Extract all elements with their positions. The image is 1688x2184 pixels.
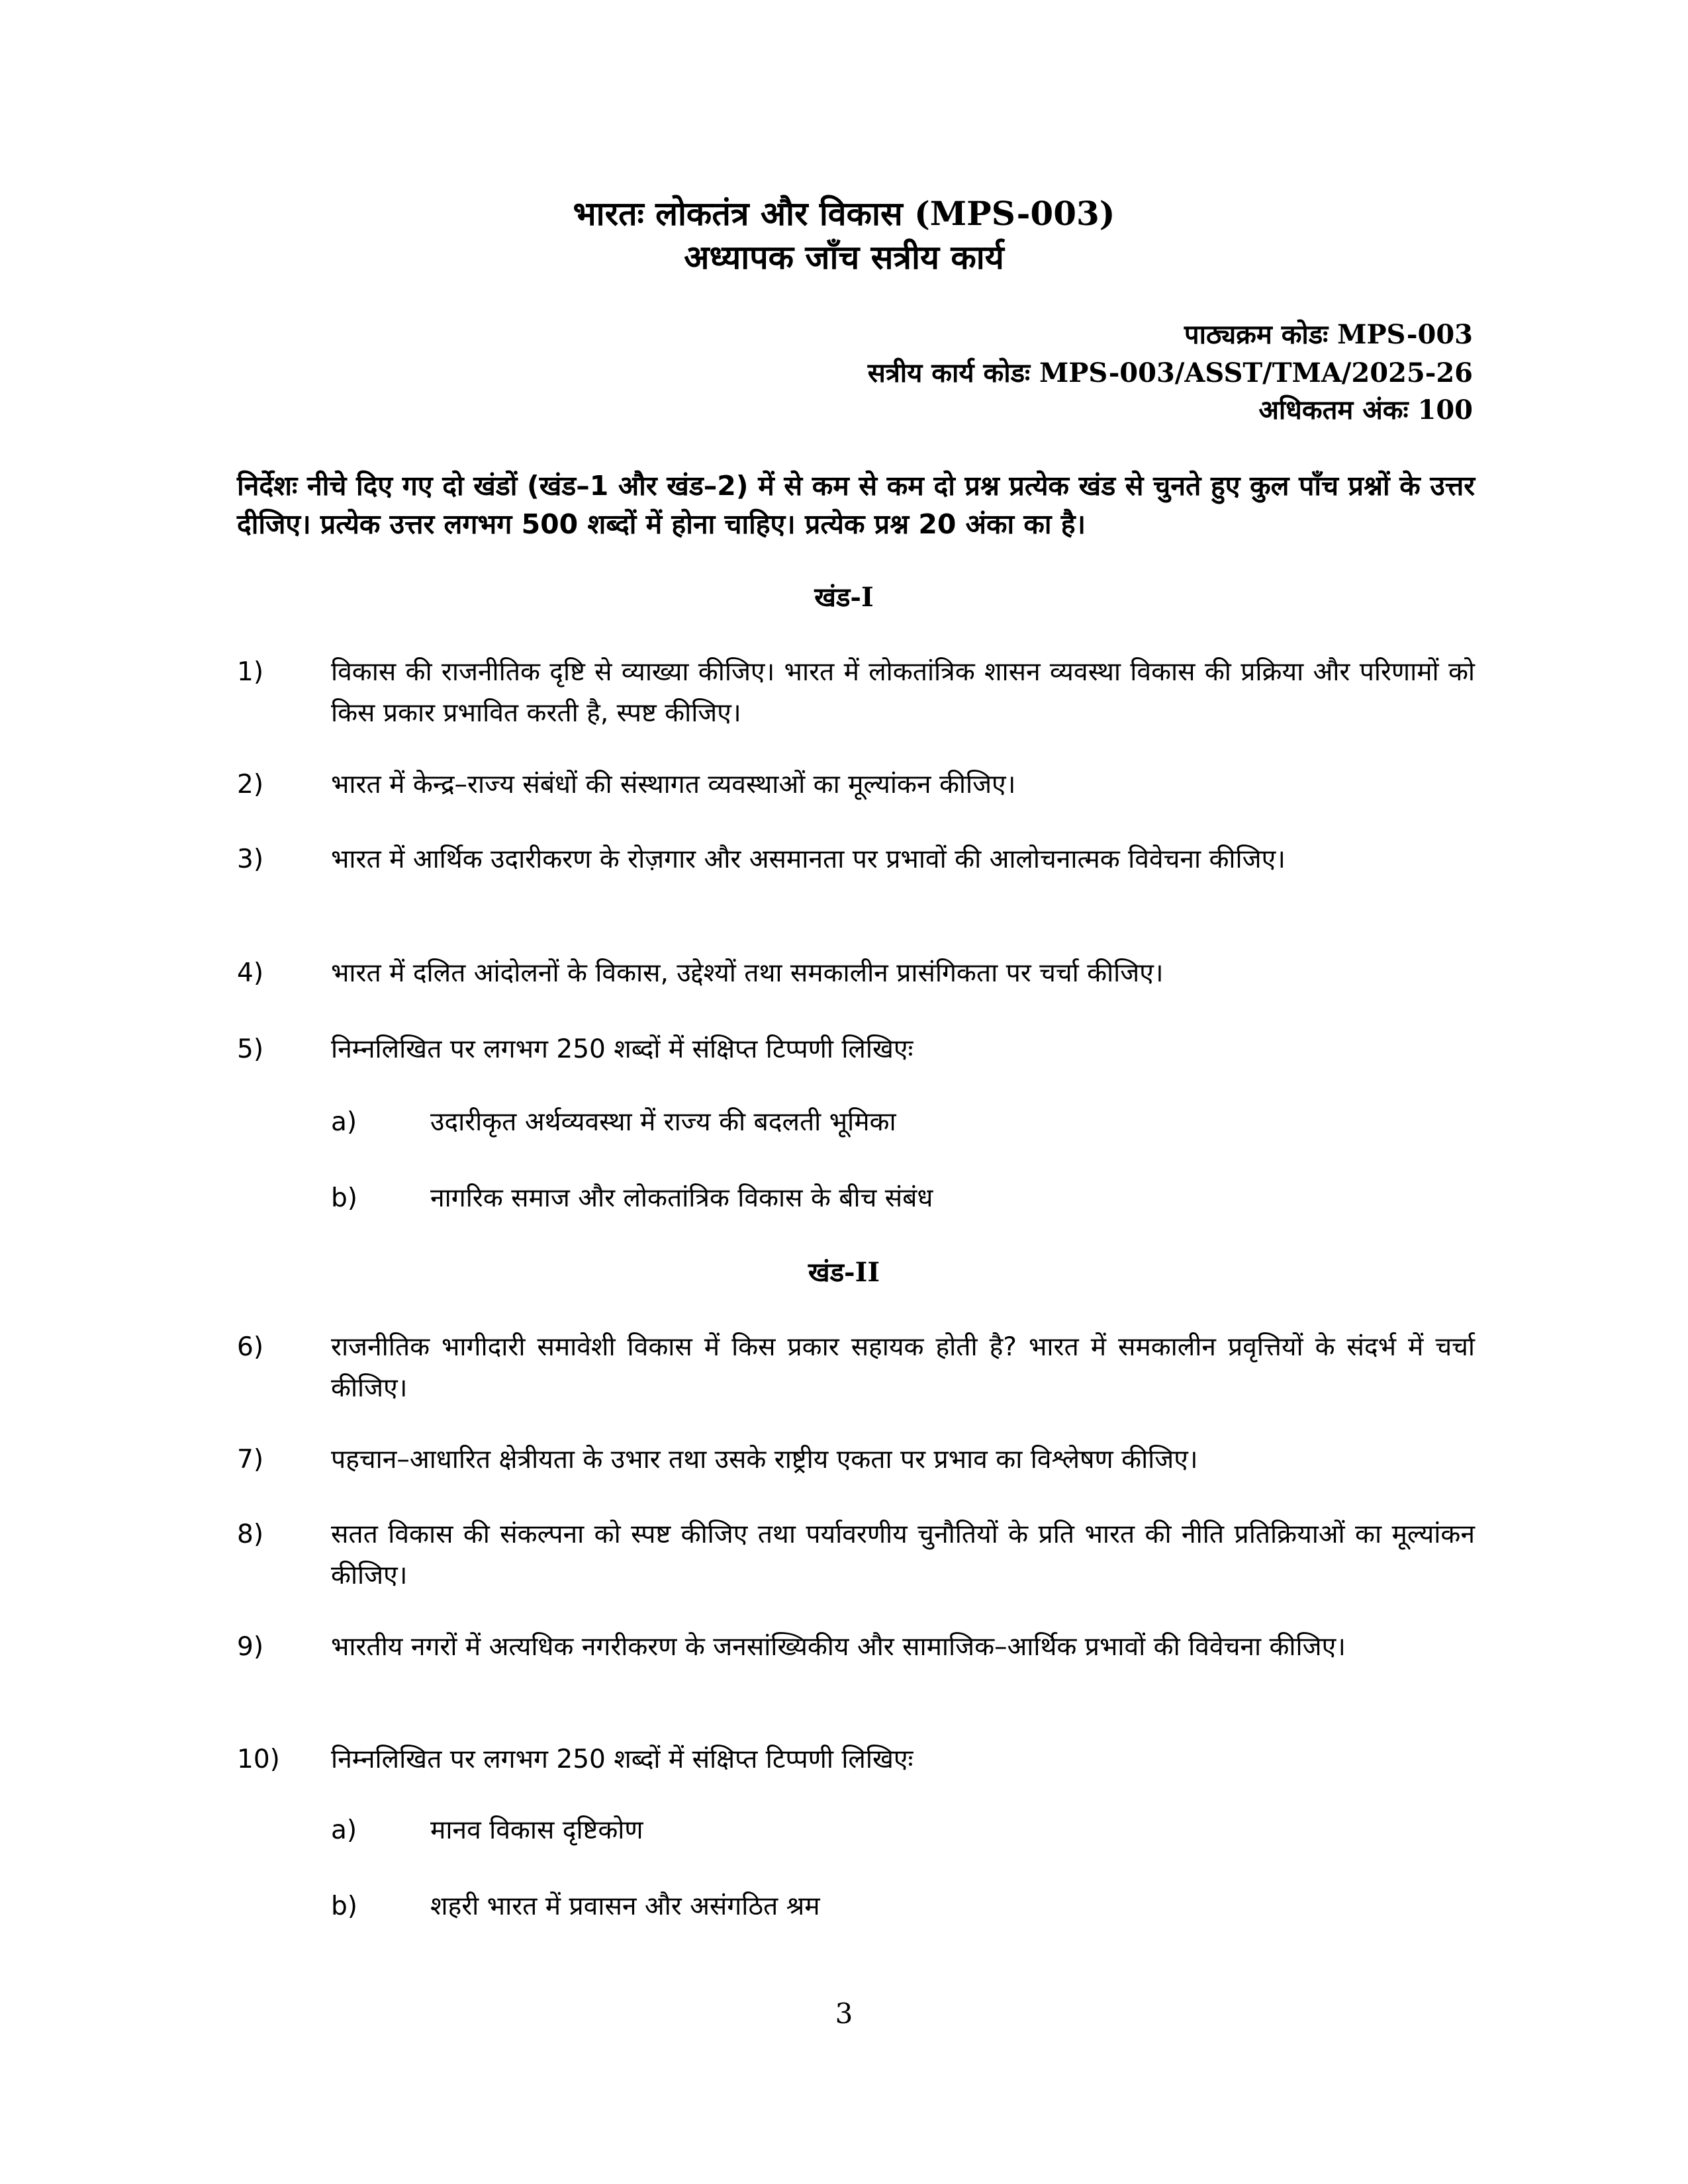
question-number: 8) (237, 1520, 264, 1549)
sub-item-text: उदारीकृत अर्थव्यवस्था में राज्य की बदलती भूमिका (430, 1107, 896, 1137)
section-2-heading: खंड-II (808, 1257, 880, 1288)
question-number: 10) (237, 1745, 280, 1774)
sub-item-label: a) (331, 1107, 357, 1137)
page-number: 3 (835, 1997, 853, 2030)
question-number: 2) (237, 770, 264, 799)
question-text: राजनीतिक भागीदारी समावेशी विकास में किस प्रकार सहायक होती है? भारत में समकालीन प्रवृत्तियों के संदर्भ में चर्चा कीजिए। (331, 1332, 1475, 1403)
sub-item-text: शहरी भारत में प्रवासन और असंगठित श्रम (430, 1891, 820, 1921)
question-number: 6) (237, 1332, 264, 1362)
instructions: निर्देशः नीचे दिए गए दो खंडों (खंड–1 और खंड–2) में से कम से कम दो प्रश्न प्रत्येक खंड से चुनते हुए कुल पाँच प्रश्नों के उत्तर दीजिए। प्रत्येक उत्तर लगभग 500 शब्दों में होना चाहिए। प्रत्येक प्रश्न 20 अंका का है। (237, 470, 1475, 540)
sub-item-text: मानव विकास दृष्टिकोण (430, 1815, 643, 1845)
question-number: 5) (237, 1034, 264, 1064)
question-text: पहचान–आधारित क्षेत्रीयता के उभार तथा उसके राष्ट्रीय एकता पर प्रभाव का विश्लेषण कीजिए। (331, 1445, 1198, 1475)
question-text: भारत में दलित आंदोलनों के विकास, उद्देश्यों तथा समकालीन प्रासंगिकता पर चर्चा कीजिए। (331, 958, 1164, 988)
question-text: विकास की राजनीतिक दृष्टि से व्याख्या कीजिए। भारत में लोकतांत्रिक शासन व्यवस्था विकास की प्रक्रिया और परिणामों को किस प्रकार प्रभावित करती है, स्पष्ट कीजिए। (331, 657, 1475, 728)
max-marks: अधिकतम अंकः 100 (1258, 394, 1473, 426)
question-number: 7) (237, 1445, 264, 1475)
document-title: भारतः लोकतंत्र और विकास (MPS-003) (573, 194, 1115, 233)
question-number: 3) (237, 844, 264, 874)
question-number: 4) (237, 958, 264, 988)
sub-item-label: a) (331, 1815, 357, 1845)
question-text: भारतीय नगरों में अत्यधिक नगरीकरण के जनसांख्यिकीय और सामाजिक–आर्थिक प्रभावों की विवेचना कीजिए। (331, 1632, 1346, 1662)
question-number: 1) (237, 657, 264, 687)
sub-item-text: नागरिक समाज और लोकतांत्रिक विकास के बीच संबंध (430, 1183, 933, 1213)
sub-item-label: b) (331, 1891, 357, 1921)
question-text: निम्नलिखित पर लगभग 250 शब्दों में संक्षिप्त टिप्पणी लिखिएः (331, 1034, 914, 1064)
question-text: भारत में आर्थिक उदारीकरण के रोज़गार और असमानता पर प्रभावों की आलोचनात्मक विवेचना कीजिए। (331, 844, 1286, 874)
question-text: सतत विकास की संकल्पना को स्पष्ट कीजिए तथा पर्यावरणीय चुनौतियों के प्रति भारत की नीति प्रतिक्रियाओं का मूल्यांकन कीजिए। (331, 1520, 1475, 1590)
question-text: भारत में केन्द्र–राज्य संबंधों की संस्थागत व्यवस्थाओं का मूल्यांकन कीजिए। (331, 770, 1016, 799)
sub-item-label: b) (331, 1183, 357, 1213)
question-text: निम्नलिखित पर लगभग 250 शब्दों में संक्षिप्त टिप्पणी लिखिएः (331, 1745, 914, 1774)
assignment-code: सत्रीय कार्य कोडः MPS-003/ASST/TMA/2025-26 (867, 357, 1473, 388)
document-subtitle: अध्यापक जाँच सत्रीय कार्य (684, 238, 1004, 277)
section-1-heading: खंड-I (814, 582, 874, 613)
question-number: 9) (237, 1632, 264, 1662)
course-code: पाठ्यक्रम कोडः MPS-003 (1184, 319, 1473, 350)
